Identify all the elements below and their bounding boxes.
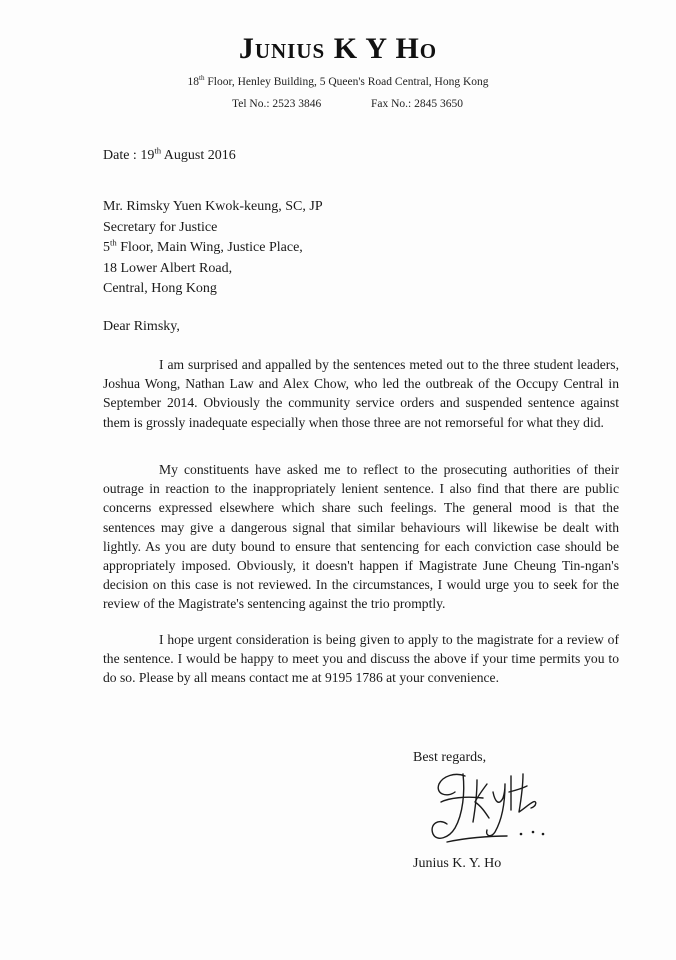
recipient-floor-number: 5 <box>103 240 110 255</box>
recipient-floor-ordinal: th <box>110 237 117 248</box>
letter-date-ordinal: th <box>154 145 162 156</box>
recipient-address-street: 18 Lower Albert Road, <box>103 260 233 276</box>
body-paragraph-2: My constituents have asked me to reflect to the prosecuting authorities of their outrage in reaction to the inappropriately lenient sentence. I also find that there are public concerns expressed elsewhere which share such feelings. The general mood is that the sentences may give a dangerous signal that similar behaviours will likewise be dealt with lightly. As you are duty bound to ensure that sentencing for each conviction case should be appropriately imposed. Obviously, it doesn't happen if Magistrate June Cheung Tin-ngan's decision on this case is not reviewed. In the circumstances, I would urge you to seek for the review of the Magistrate's sentencing against the trio promptly. <box>103 462 619 612</box>
letterhead-address <box>0 76 676 88</box>
letterhead-address-floor: 18 <box>187 76 199 88</box>
letter-date-month-year: August 2016 <box>161 148 236 163</box>
body-paragraph-1: I am surprised and appalled by the sentences meted out to the three student leaders, Joshua Wong, Nathan Law and Alex Chow, who led the outbreak of the Occupy Central in September 2014. Obviously the community service orders and suspended sentence against them is grossly inadequate especially when those three are not remorseful for what they did. <box>103 357 619 430</box>
letterhead-address-ordinal: th <box>198 74 205 83</box>
recipient-floor-rest: Floor, Main Wing, Justice Place, <box>116 240 303 255</box>
handwritten-signature <box>425 762 555 854</box>
recipient-address-city: Central, Hong Kong <box>103 281 217 296</box>
letterhead-address-rest: Floor, Henley Building, 5 Queen's Road Central, Hong Kong <box>204 76 489 88</box>
letter-date-day: Date : 19 <box>103 148 155 163</box>
letterhead-tel: Tel No.: 2523 3846 <box>232 98 322 110</box>
recipient-address-block <box>103 197 323 300</box>
letterhead-name <box>0 32 676 66</box>
salutation: Dear Rimsky, <box>103 319 180 334</box>
recipient-address-floor <box>103 238 323 259</box>
letter-date <box>103 145 236 164</box>
recipient-name: Mr. Rimsky Yuen Kwok-keung, SC, JP <box>103 199 323 214</box>
recipient-title: Secretary for Justice <box>103 219 218 235</box>
body-paragraph-3: I hope urgent consideration is being given to apply to the magistrate for a review of the sentence. I would be happy to meet you and discuss the above if your time permits you to do so. Please by all means contact me at 9195 1786 at your convenience. <box>103 632 619 686</box>
closing: Best regards, <box>413 750 487 765</box>
letterhead-name-text: Junius K Y Ho <box>238 32 438 65</box>
signer-name: Junius K. Y. Ho <box>413 856 502 871</box>
letterhead-fax: Fax No.: 2845 3650 <box>371 98 463 110</box>
